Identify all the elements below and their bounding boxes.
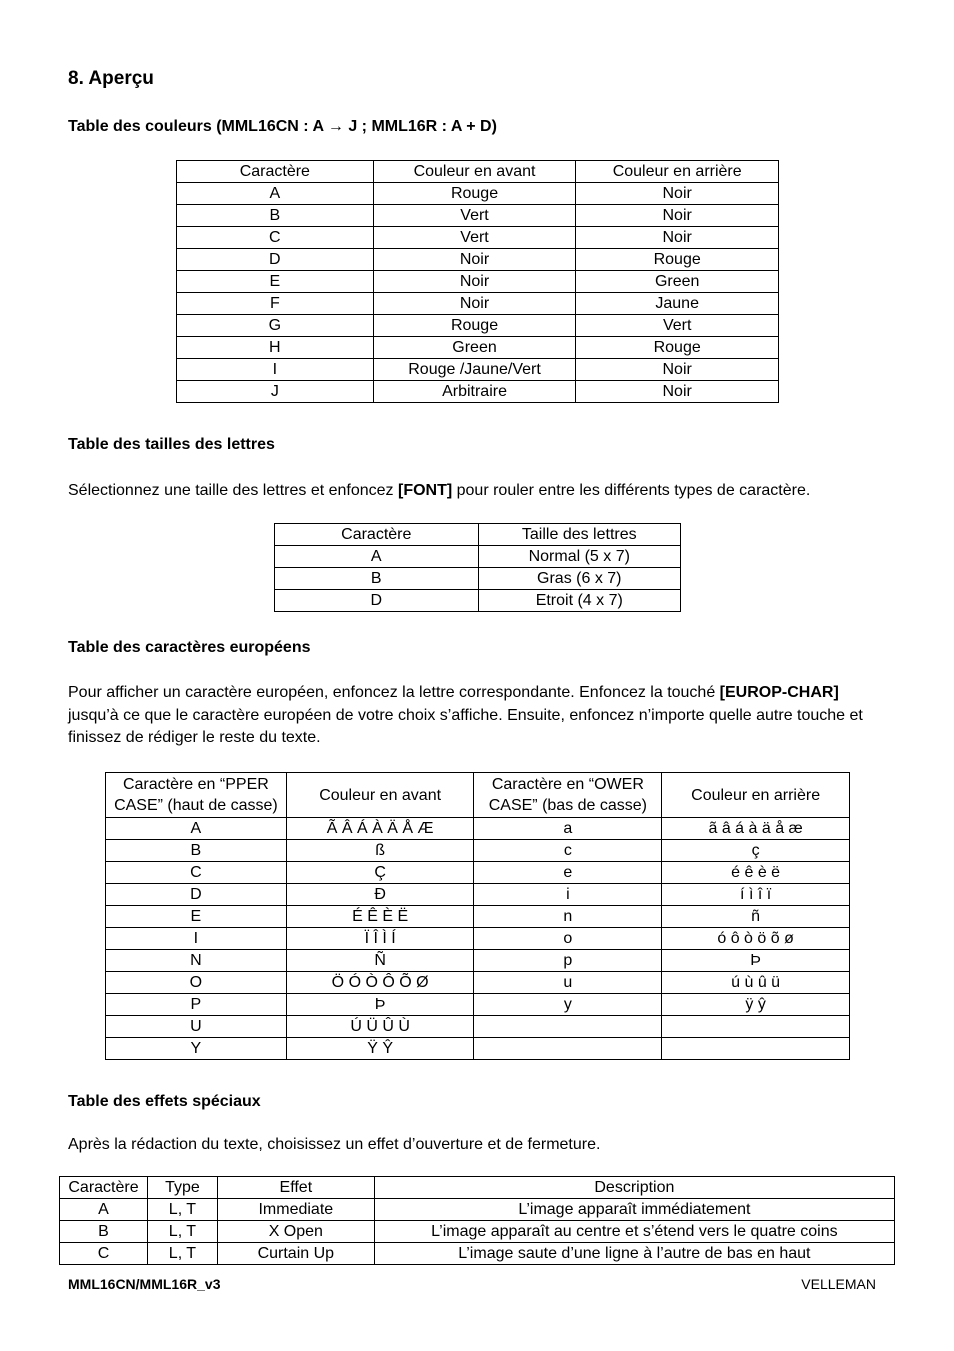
table-cell: L, T [147, 1221, 217, 1243]
table-row [177, 293, 779, 315]
table-cell: Noir [576, 381, 779, 403]
table-cell [474, 1016, 662, 1038]
euro-table-intro [68, 682, 890, 750]
table-cell: C [106, 862, 287, 884]
table-cell: L’image apparaît immédiatement [374, 1199, 894, 1221]
table-row [60, 1221, 895, 1243]
table-cell: I [177, 359, 374, 381]
table-cell: A [177, 183, 374, 205]
table-cell: Ã Â Á À Ä Å Æ [286, 818, 474, 840]
table-row [60, 1243, 895, 1265]
table-cell: É Ê È Ë [286, 906, 474, 928]
section-title: 8. Aperçu [68, 68, 154, 89]
color-table-title: Table des couleurs (MML16CN : A → J ; MML16R : A + D) [68, 118, 497, 135]
table-cell: A [106, 818, 287, 840]
table-row [177, 337, 779, 359]
color-table [176, 160, 779, 403]
footer-model: MML16CN/MML16R_v3 [68, 1276, 221, 1292]
table-cell: D [275, 590, 479, 612]
table-cell: J [177, 381, 374, 403]
table-cell: ÿ ŷ [662, 994, 850, 1016]
table-cell: Đ [286, 884, 474, 906]
size-table-intro [68, 480, 888, 503]
table-cell: G [177, 315, 374, 337]
table-cell: é ê è ë [662, 862, 850, 884]
table-cell: í ì î ï [662, 884, 850, 906]
table-cell: Normal (5 x 7) [478, 546, 680, 568]
column-header: Couleur en avant [286, 773, 474, 818]
table-row [106, 884, 850, 906]
table-cell: L, T [147, 1243, 217, 1265]
column-header: Caractère en “PPER CASE” (haut de casse) [106, 773, 287, 818]
table-row [106, 1038, 850, 1060]
footer-brand: VELLEMAN [801, 1276, 876, 1292]
effects-table-title: Table des effets spéciaux [68, 1093, 261, 1110]
table-cell: u [474, 972, 662, 994]
column-header: Couleur en arrière [662, 773, 850, 818]
table-cell: e [474, 862, 662, 884]
table-row [106, 818, 850, 840]
table-cell: Vert [373, 205, 576, 227]
column-header: Couleur en arrière [576, 161, 779, 183]
table-cell [474, 1038, 662, 1060]
table-cell: X Open [217, 1221, 374, 1243]
table-cell: L’image saute d’une ligne à l’autre de bas en haut [374, 1243, 894, 1265]
table-cell: Y [106, 1038, 287, 1060]
table-row [106, 972, 850, 994]
column-header: Caractère [275, 524, 479, 546]
table-cell: L, T [147, 1199, 217, 1221]
table-cell: B [60, 1221, 148, 1243]
table-cell [662, 1016, 850, 1038]
table-row [177, 381, 779, 403]
size-table [274, 523, 681, 612]
column-header: Taille des lettres [478, 524, 680, 546]
table-cell: O [106, 972, 287, 994]
table-cell: Curtain Up [217, 1243, 374, 1265]
table-cell: Jaune [576, 293, 779, 315]
table-cell: Rouge [373, 183, 576, 205]
table-row [177, 315, 779, 337]
table-cell: ã â á à ä å æ [662, 818, 850, 840]
table-cell: Vert [576, 315, 779, 337]
euro-table-title: Table des caractères européens [68, 639, 311, 656]
table-cell: ú ù û ü [662, 972, 850, 994]
table-cell: B [106, 840, 287, 862]
table-cell [662, 1038, 850, 1060]
table-cell: Ú Ü Û Ù [286, 1016, 474, 1038]
table-cell: o [474, 928, 662, 950]
table-cell: Ï Î Ì Í [286, 928, 474, 950]
table-row [275, 568, 681, 590]
intro-text: jusqu’à ce que le caractère européen de votre choix s’affiche. Ensuite, enfoncez n’importe quelle autre touche et finissez de rédiger le reste du texte. [68, 706, 863, 746]
table-cell: Green [576, 271, 779, 293]
table-cell: i [474, 884, 662, 906]
table-cell: Ñ [286, 950, 474, 972]
table-cell: y [474, 994, 662, 1016]
table-cell: Noir [576, 227, 779, 249]
table-row [177, 271, 779, 293]
table-cell: ñ [662, 906, 850, 928]
font-key: [FONT] [397, 482, 453, 499]
table-row [275, 546, 681, 568]
table-cell: Noir [576, 183, 779, 205]
table-cell: Immediate [217, 1199, 374, 1221]
column-header: Type [147, 1177, 217, 1199]
table-row [106, 906, 850, 928]
table-row [106, 994, 850, 1016]
intro-text: pour rouler entre les différents types de caractère. [452, 482, 811, 499]
table-cell: I [106, 928, 287, 950]
column-header: Description [374, 1177, 894, 1199]
table-row [177, 227, 779, 249]
table-cell: Noir [373, 271, 576, 293]
size-table-title: Table des tailles des lettres [68, 436, 275, 453]
table-row [106, 840, 850, 862]
table-row [177, 183, 779, 205]
table-row [177, 249, 779, 271]
table-cell: D [177, 249, 374, 271]
table-cell: a [474, 818, 662, 840]
table-cell: ç [662, 840, 850, 862]
table-cell: Þ [286, 994, 474, 1016]
table-cell: n [474, 906, 662, 928]
effects-table-intro: Après la rédaction du texte, choisissez un effet d’ouverture et de fermeture. [68, 1136, 601, 1153]
table-cell: B [177, 205, 374, 227]
table-cell: Noir [373, 293, 576, 315]
table-row [60, 1199, 895, 1221]
euro-table [105, 772, 850, 1060]
table-row [106, 928, 850, 950]
table-cell: Etroit (4 x 7) [478, 590, 680, 612]
intro-text: Pour afficher un caractère européen, enfoncez la lettre correspondante. Enfoncez la touché [68, 684, 720, 701]
table-cell: Noir [373, 249, 576, 271]
table-cell: Rouge /Jaune/Vert [373, 359, 576, 381]
table-cell: Þ [662, 950, 850, 972]
table-row [275, 590, 681, 612]
table-cell: Ÿ Ŷ [286, 1038, 474, 1060]
table-cell: Noir [576, 359, 779, 381]
column-header: Caractère [60, 1177, 148, 1199]
table-cell: Rouge [576, 249, 779, 271]
table-cell: Gras (6 x 7) [478, 568, 680, 590]
table-cell: C [60, 1243, 148, 1265]
column-header: Caractère en “OWER CASE” (bas de casse) [474, 773, 662, 818]
table-cell: A [60, 1199, 148, 1221]
table-cell: Rouge [373, 315, 576, 337]
table-cell: C [177, 227, 374, 249]
table-cell: Green [373, 337, 576, 359]
table-cell: ó ô ò ö õ ø [662, 928, 850, 950]
column-header: Couleur en avant [373, 161, 576, 183]
table-cell: E [177, 271, 374, 293]
table-cell: U [106, 1016, 287, 1038]
column-header: Caractère [177, 161, 374, 183]
table-row [177, 205, 779, 227]
table-cell: D [106, 884, 287, 906]
table-cell: c [474, 840, 662, 862]
table-cell: L’image apparaît au centre et s’étend vers le quatre coins [374, 1221, 894, 1243]
table-row [106, 1016, 850, 1038]
table-cell: H [177, 337, 374, 359]
table-cell: B [275, 568, 479, 590]
table-cell: P [106, 994, 287, 1016]
table-cell: N [106, 950, 287, 972]
europ-char-key: [EUROP-CHAR] [719, 684, 839, 701]
table-cell: ß [286, 840, 474, 862]
table-cell: A [275, 546, 479, 568]
table-cell: p [474, 950, 662, 972]
table-cell: F [177, 293, 374, 315]
table-row [106, 862, 850, 884]
table-cell: Arbitraire [373, 381, 576, 403]
table-cell: Rouge [576, 337, 779, 359]
table-cell: Ö Ó Ò Ô Õ Ø [286, 972, 474, 994]
effects-table [59, 1176, 895, 1265]
table-cell: Noir [576, 205, 779, 227]
table-row [106, 950, 850, 972]
column-header: Effet [217, 1177, 374, 1199]
intro-text: Sélectionnez une taille des lettres et enfoncez [68, 482, 398, 499]
table-cell: Ç [286, 862, 474, 884]
table-cell: Vert [373, 227, 576, 249]
table-row [177, 359, 779, 381]
table-cell: E [106, 906, 287, 928]
